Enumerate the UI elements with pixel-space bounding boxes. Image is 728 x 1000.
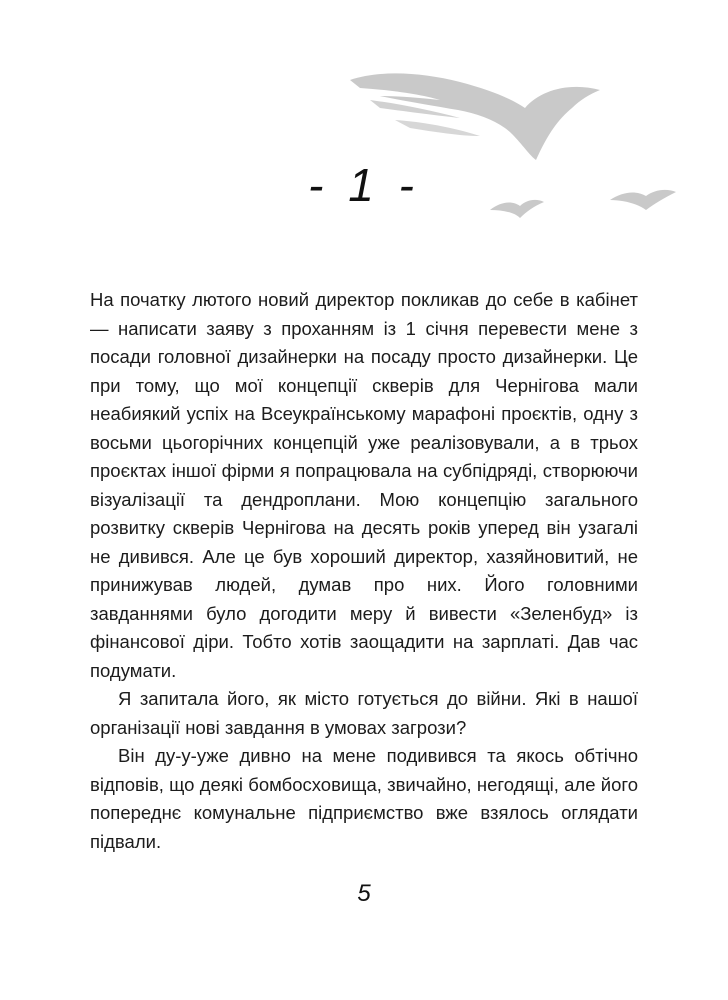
page-number: 5 [357, 880, 371, 907]
paragraph-3: Він ду-у-уже дивно на мене подивився та якось обтічно відповів, що деякі бомбосховища, звичайно, негодящі, але його попереднє комунальне підприємство вже взялось оглядати підвали. [90, 745, 638, 852]
birds-flying-icon [340, 60, 710, 240]
chapter-body [90, 286, 638, 856]
paragraph-1: На початку лютого новий директор покликав до себе в кабінет — написати заяву з проханням із 1 січня перевести мене з посади головної дизайнерки на посаду просто дизайнерки. Це при тому, що мої концепції скверів для Чернігова мали неабиякий успіх на Всеукраїнському марафоні проєктів, одну з восьми цьогорічних концепцій уже реалізовували, а в трьох проєктах іншої фірми я попрацювала на субпідряді, створюючи візуалізації та дендроплани. Мою концепцію загального розвитку скверів Чернігова на десять років уперед він узагалі не дивився. Але це був хороший директор, хазяйновитий, не принижував людей, думав про них. Його головними завданнями було догодити меру й вивести «Зеленбуд» із фінансової діри. Тобто хотів заощадити на зарплаті. Дав час подумати. [90, 289, 638, 681]
paragraph-2: Я запитала його, як місто готується до війни. Які в нашої організації нові завдання в умовах загрози? [90, 688, 638, 738]
large-bird-shape [350, 73, 600, 160]
chapter-number: - 1 - [308, 159, 420, 211]
